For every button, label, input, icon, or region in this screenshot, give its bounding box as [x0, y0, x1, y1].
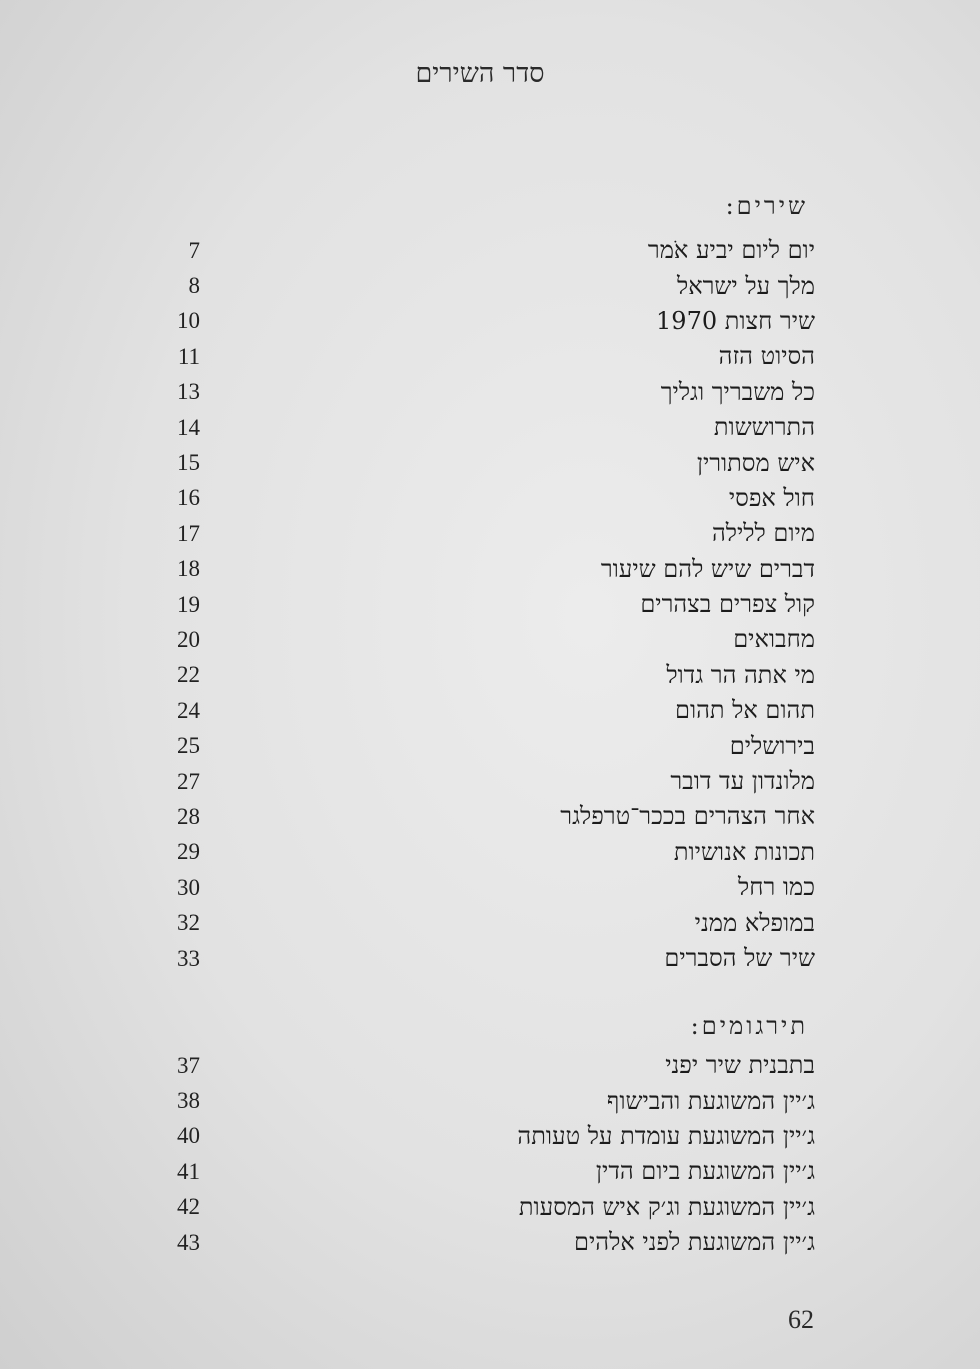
toc-title: כמו רחל [738, 873, 815, 902]
toc-title: אחר הצהרים בככר־טרפלגר [560, 802, 815, 831]
toc-title: תהום אל תהום [674, 696, 815, 725]
toc-page-number: 32 [177, 910, 200, 936]
toc-title: דברים שיש להם שיעור [600, 554, 815, 583]
toc-page-number: 24 [177, 697, 200, 723]
toc-page-number: 29 [177, 839, 200, 865]
toc-entry [150, 1154, 815, 1189]
toc-page-number: 27 [177, 768, 200, 794]
toc-entry [150, 552, 815, 587]
toc-entry [150, 304, 815, 339]
toc-entry [150, 905, 815, 940]
toc-title: ג׳יין המשוגעת והבישוף [606, 1086, 815, 1115]
toc-title: מחבואים [733, 625, 815, 654]
toc-entry [150, 410, 815, 445]
toc-title: בתבנית שיר יפני [665, 1051, 815, 1080]
toc-list-translations [150, 1048, 815, 1260]
page-title: סדר השירים [415, 58, 545, 89]
toc-entry [150, 1225, 815, 1260]
toc-entry [150, 481, 815, 516]
toc-entry [150, 870, 815, 905]
toc-title: התרוששות [713, 413, 815, 442]
toc-page-number: 11 [177, 343, 200, 369]
toc-page-number: 37 [177, 1052, 200, 1078]
toc-title: יום ליום יביע אֹמר [647, 236, 815, 265]
toc-entry [150, 658, 815, 693]
toc-title: מלך על ישראל [676, 271, 815, 300]
toc-page-number: 17 [177, 520, 200, 546]
toc-page-number: 20 [177, 626, 200, 652]
page-number: 62 [788, 1305, 814, 1334]
toc-title: במופלא ממני [694, 908, 815, 937]
toc-entry [150, 1083, 815, 1118]
toc-entry [150, 1048, 815, 1083]
toc-title: בירושלים [729, 731, 815, 760]
toc-entry [150, 233, 815, 268]
toc-entry [150, 1190, 815, 1225]
section-heading-translations: תירגומים: [690, 1012, 808, 1040]
toc-page-number: 14 [177, 414, 200, 440]
toc-page-number: 42 [177, 1194, 200, 1220]
toc-page-number: 28 [177, 803, 200, 829]
toc-page-number: 25 [177, 733, 200, 759]
toc-entry [150, 764, 815, 799]
toc-page-number: 43 [177, 1229, 200, 1255]
toc-title: ג׳יין המשוגעת ביום הדין [595, 1157, 815, 1186]
toc-entry [150, 941, 815, 976]
toc-entry [150, 587, 815, 622]
toc-page-number: 10 [177, 308, 200, 334]
toc-page-number: 41 [177, 1158, 200, 1184]
section-heading-poems: שירים: [725, 192, 808, 220]
toc-title: ג׳יין המשוגעת עומדת על טעותה [517, 1121, 815, 1150]
toc-page-number: 38 [177, 1088, 200, 1114]
toc-title: כל משבריך וגליך [660, 377, 815, 406]
toc-entry [150, 799, 815, 834]
toc-entry [150, 728, 815, 763]
toc-title: תכונות אנושיות [673, 837, 815, 866]
toc-title: מי אתה הר גדול [666, 660, 815, 689]
toc-page-number: 16 [177, 485, 200, 511]
toc-entry [150, 1119, 815, 1154]
toc-page-number: 15 [177, 450, 200, 476]
toc-page-number: 8 [188, 273, 200, 299]
toc-entry [150, 516, 815, 551]
toc-page-number: 13 [177, 379, 200, 405]
toc-page-number: 30 [177, 874, 200, 900]
toc-list-poems [150, 233, 815, 976]
toc-title: הסיוט הזה [718, 342, 815, 371]
toc-page-number: 22 [177, 662, 200, 688]
toc-title: חול אפסי [728, 483, 815, 512]
toc-title: ג׳יין המשוגעת לפני אלהים [574, 1228, 815, 1257]
toc-entry [150, 445, 815, 480]
toc-title: מלונדון עד דובר [670, 767, 815, 796]
toc-entry [150, 835, 815, 870]
toc-title: שיר חצות 1970 [656, 306, 815, 335]
toc-entry [150, 375, 815, 410]
toc-page-number: 33 [177, 945, 200, 971]
toc-entry [150, 693, 815, 728]
toc-page-number: 19 [177, 591, 200, 617]
toc-page-number: 7 [188, 237, 200, 263]
toc-title: איש מסתורין [696, 448, 815, 477]
toc-page-number: 18 [177, 556, 200, 582]
toc-title: מיום ללילה [711, 519, 815, 548]
toc-page-number: 40 [177, 1123, 200, 1149]
toc-title: קול צפרים בצהרים [640, 590, 815, 619]
toc-title: ג׳יין המשוגעת וג׳ק איש המסעות [518, 1192, 815, 1221]
toc-entry [150, 339, 815, 374]
toc-title: שיר של הסברים [664, 944, 815, 972]
toc-entry [150, 622, 815, 657]
toc-entry [150, 268, 815, 303]
